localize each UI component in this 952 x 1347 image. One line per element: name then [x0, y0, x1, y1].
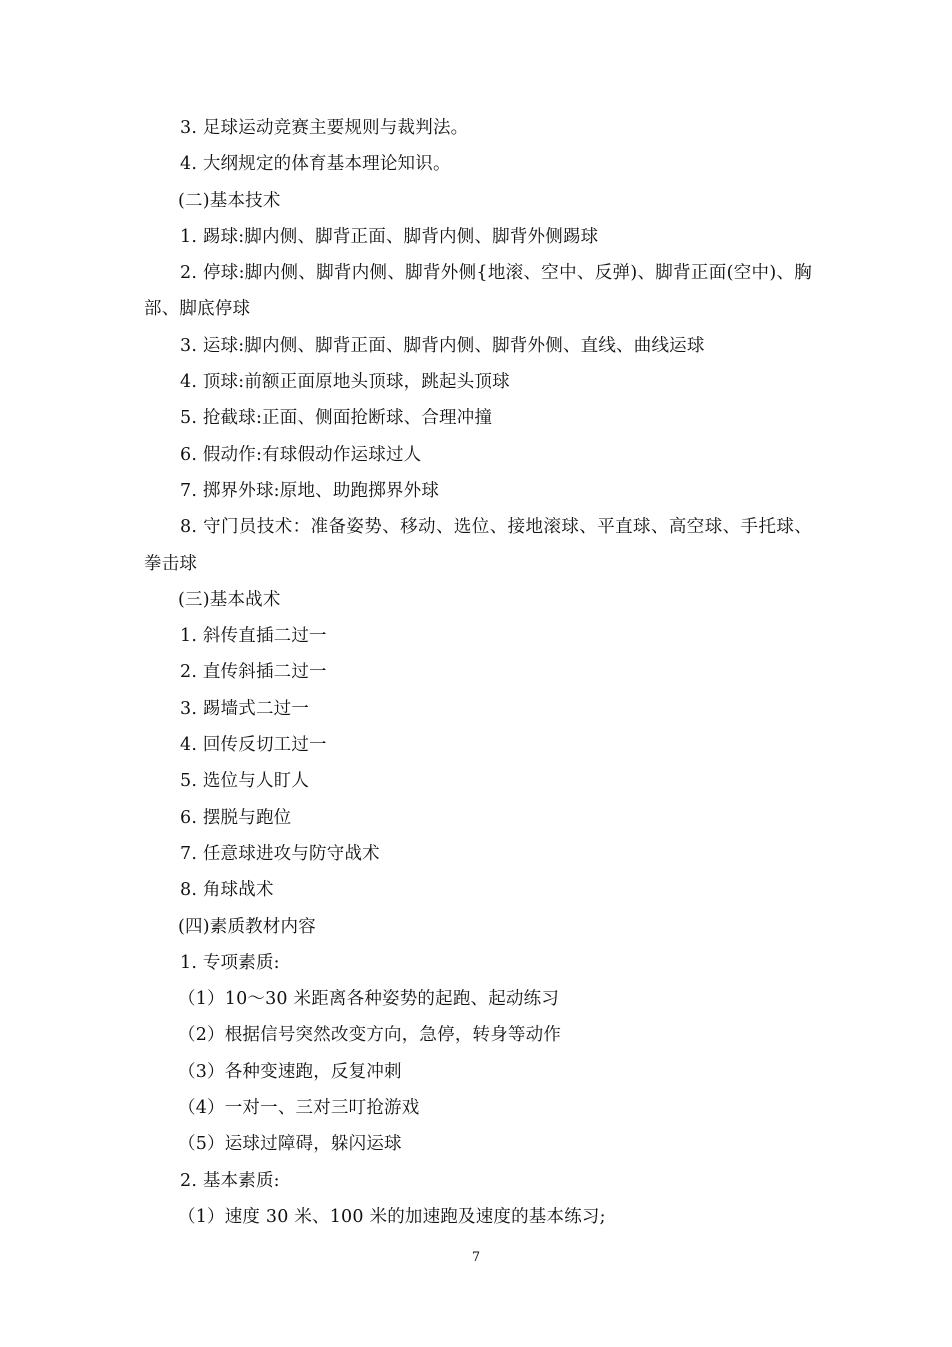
list-item: 6. 假动作:有球假动作运球过人	[180, 444, 422, 465]
list-item: 3. 运球:脚内侧、脚背正面、脚背内侧、脚背外侧、直线、曲线运球	[180, 335, 705, 356]
list-item: 1. 斜传直插二过一	[180, 626, 327, 647]
list-item: 8. 守门员技术：准备姿势、移动、选位、接地滚球、平直球、高空球、手托球、拳击球	[144, 517, 812, 574]
section-heading: (四)素质教材内容	[178, 916, 316, 937]
list-item: 1. 专项素质:	[180, 952, 280, 973]
page-number: 7	[471, 1250, 481, 1265]
sub-list-item: （1）速度 30 米、100 米的加速跑及速度的基本练习;	[178, 1206, 606, 1227]
list-item: 8. 角球战术	[180, 880, 274, 901]
list-item: 5. 抢截球:正面、侧面抢断球、合理冲撞	[180, 408, 493, 429]
list-item: 7. 掷界外球:原地、助跑掷界外球	[180, 480, 440, 501]
list-item: 1. 踢球:脚内侧、脚背正面、脚背内侧、脚背外侧踢球	[180, 226, 599, 247]
list-item: 5. 选位与人盯人	[180, 771, 310, 792]
text-line: 4. 大纲规定的体育基本理论知识。	[180, 154, 451, 175]
section-heading: (二)基本技术	[178, 190, 281, 211]
sub-list-item: （4）一对一、三对三叮抢游戏	[178, 1098, 420, 1119]
list-item: 7. 任意球进攻与防守战术	[180, 843, 380, 864]
page-body	[144, 110, 812, 1235]
list-item: 2. 直传斜插二过一	[180, 662, 327, 683]
text-line: 3. 足球运动竞赛主要规则与裁判法。	[180, 118, 469, 138]
list-item: 2. 停球:脚内侧、脚背内侧、脚背外侧{地滚、空中、反弹)、脚背正面(空中)、胸部、脚底停球	[144, 263, 812, 320]
list-item: 4. 回传反切工过一	[180, 735, 327, 756]
list-item: 4. 顶球:前额正面原地头顶球，跳起头顶球	[180, 372, 510, 393]
sub-list-item: （1）10～30 米距离各种姿势的起跑、起动练习	[178, 989, 560, 1010]
list-item: 3. 踢墙式二过一	[180, 698, 310, 719]
sub-list-item: （5）运球过障碍，躲闪运球	[178, 1134, 402, 1155]
section-heading: (三)基本战术	[178, 589, 281, 610]
sub-list-item: （3）各种变速跑，反复冲刺	[178, 1061, 402, 1082]
list-item: 2. 基本素质:	[180, 1170, 280, 1191]
sub-list-item: （2）根据信号突然改变方向，急停，转身等动作	[178, 1025, 562, 1046]
list-item: 6. 摆脱与跑位	[180, 807, 292, 828]
